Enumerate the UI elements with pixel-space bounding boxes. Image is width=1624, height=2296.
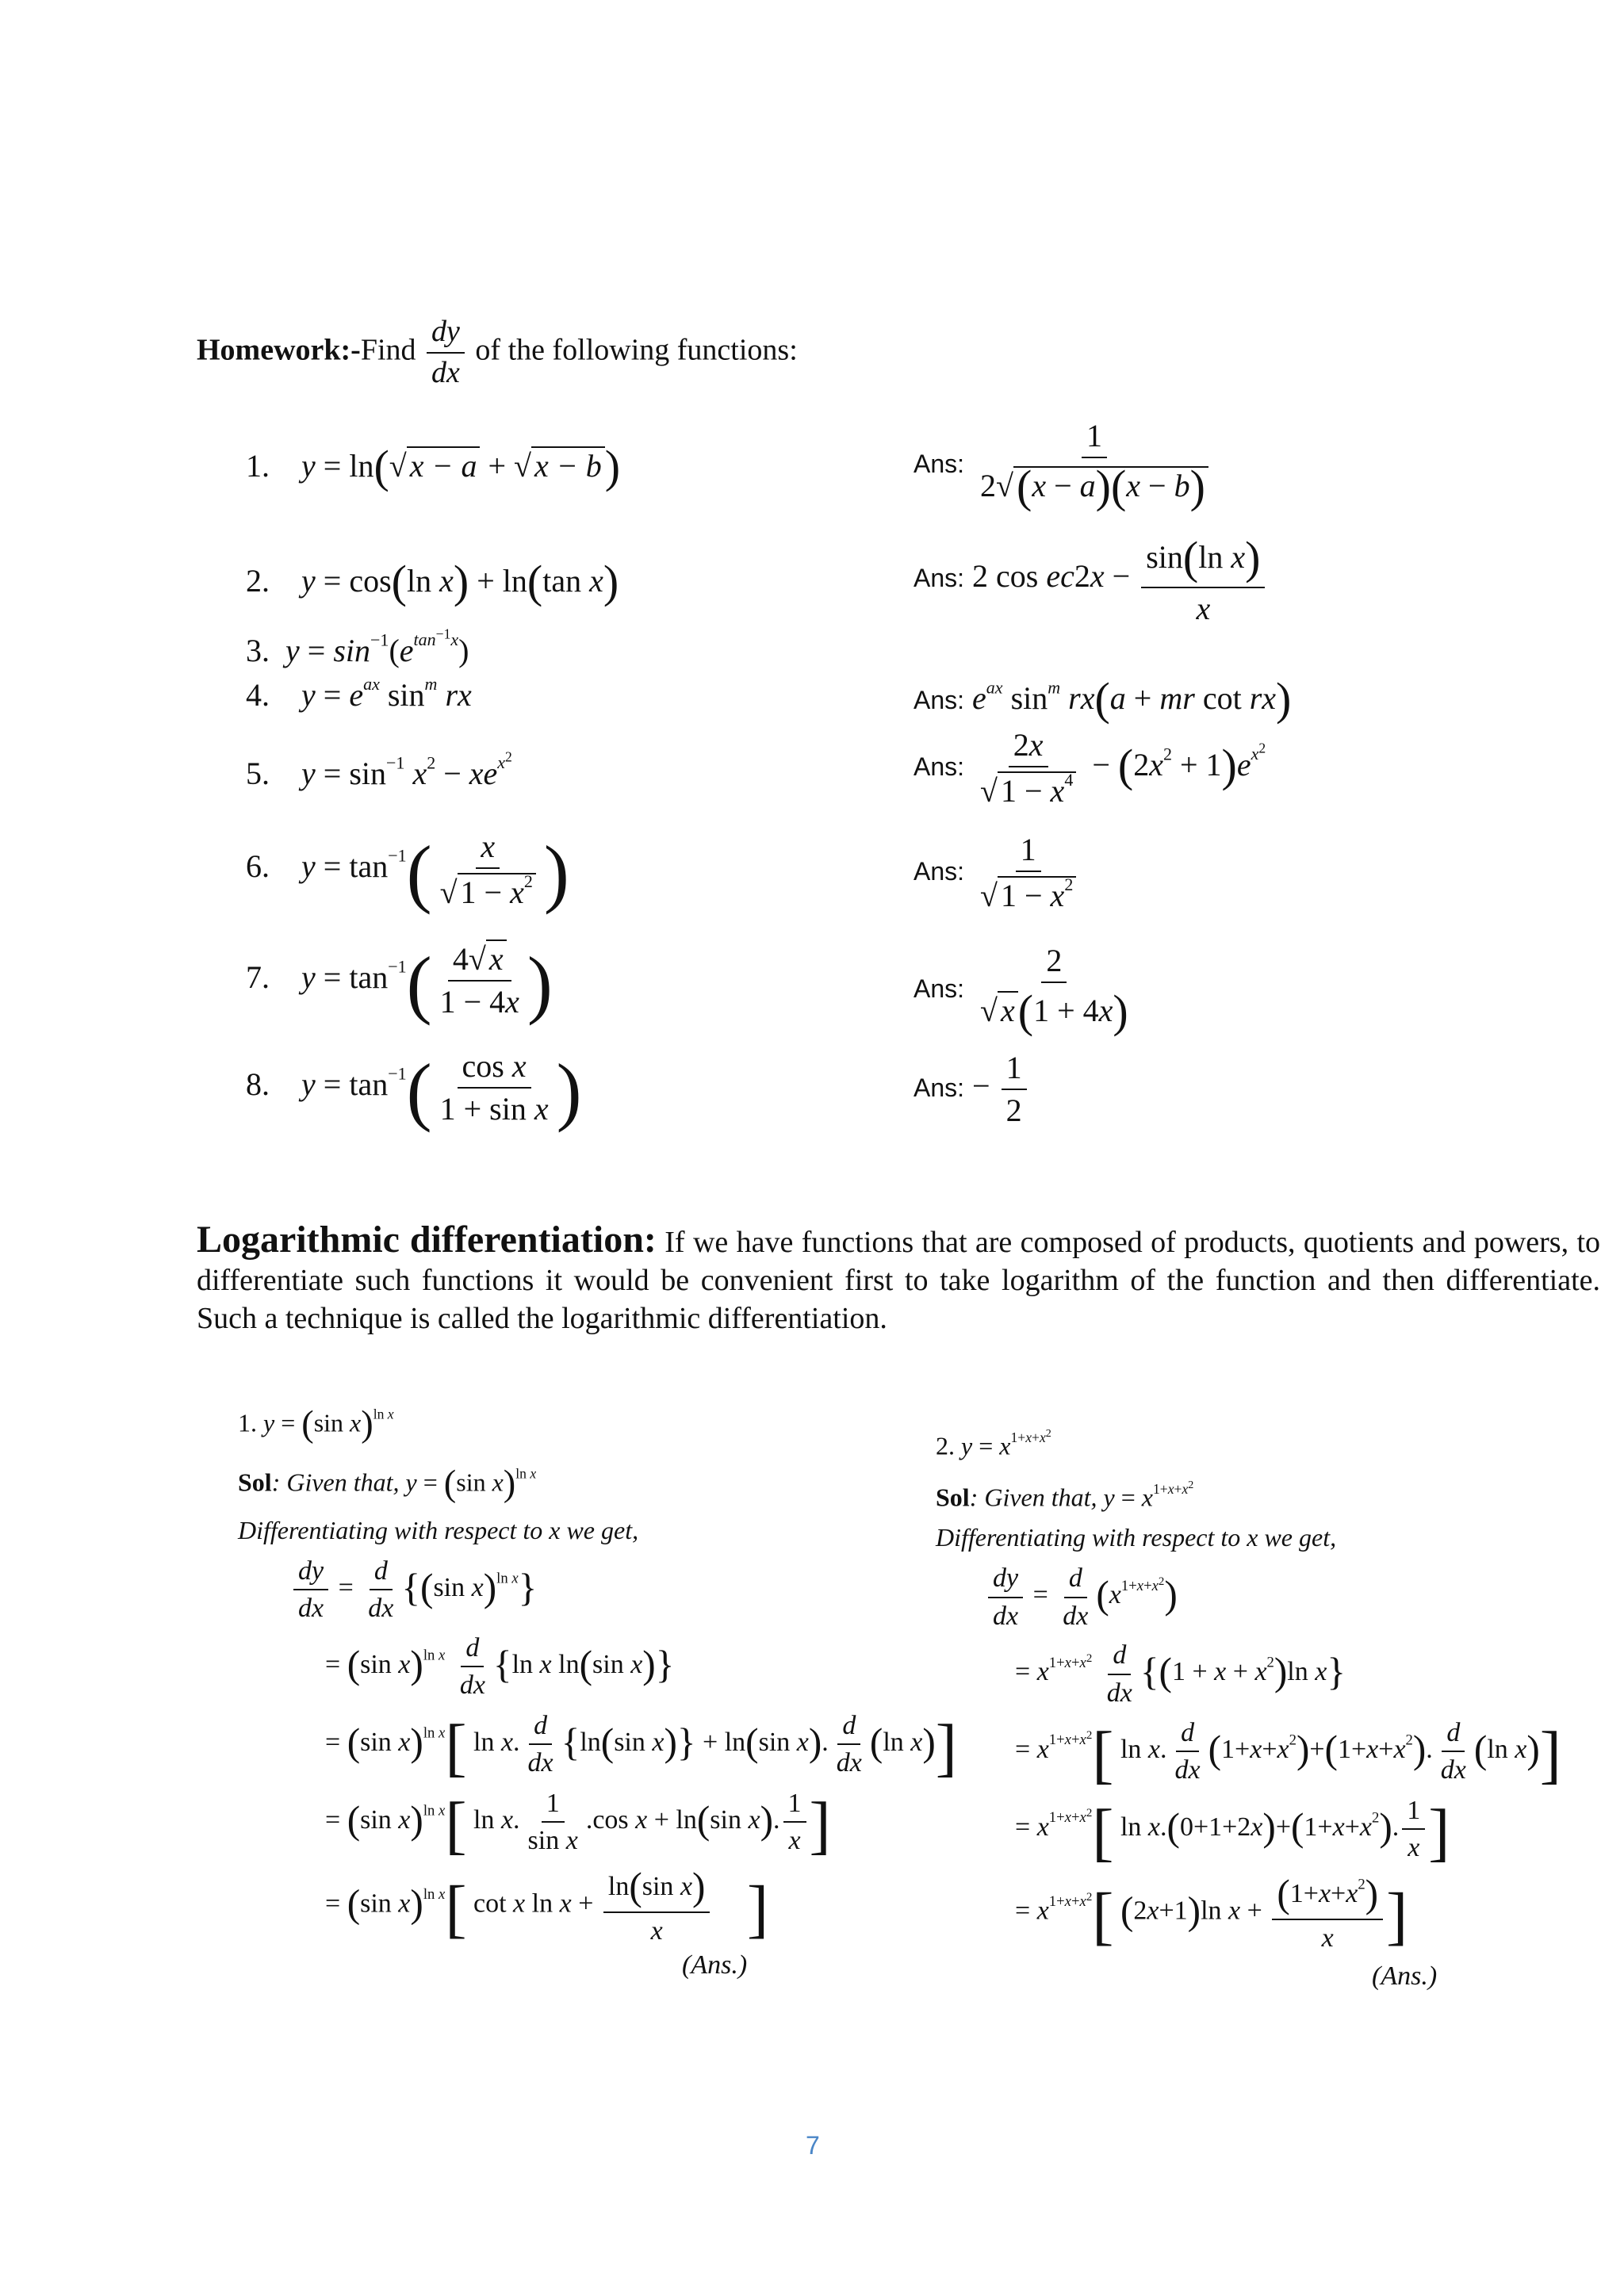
problem-3: 3. $y = \sin^{-1}(e^{tan^{-1}x})$	[246, 626, 469, 669]
example-1-diff-line: Differentiating with respect to x we get,	[238, 1516, 639, 1544]
dy-dx-fraction: $\frac{dy}{dx}$	[427, 316, 465, 390]
example-2-diff-line: Differentiating with respect to x we get,	[936, 1523, 1337, 1552]
example-1-statement: 1. y = (sin x)$^{ln x}$	[238, 1404, 394, 1445]
answer-1: Ans: $\frac{1}{2√(x - a)(x - b)}$	[914, 419, 1216, 512]
log-diff-text: If we have functions that are composed of products, quotients and powers, to differentiate such functions it would be convenient first to take logarithm of the function and then differentiate. Such a technique is called the logarithmic differentiation.	[197, 1226, 1600, 1335]
example-2-step-1: $\frac{dy}{dx}$ = $\frac{d}{dx}$ $(x^{1+x+x^2})$	[985, 1563, 1586, 1631]
example-2-step-3: = $x^{1+x+x^2}$[ ln x. $\frac{d}{dx}$ $(1+x+x^2)+(1+x+x^2)$. $\frac{d}{dx}$ (ln x)]	[1015, 1717, 1561, 1790]
example-2-step-5: = $x^{1+x+x^2}$[ (2x+1)ln x + $\frac{(1+x+x^2)}{x}$ ]	[1015, 1871, 1408, 1954]
example-1-step-5: = (sin x)$^{ln x}$[ cot x ln x + $\frac{\text{ln(sin x)}}{x}$ ]	[325, 1864, 769, 1946]
example-2-given: Sol: Given that, $y = x^{1+x+x^2}$	[936, 1478, 1194, 1512]
problem-2: 2. y = cos(ln x) + ln(tan x)	[246, 556, 619, 607]
example-1-ans: (Ans.)	[682, 1950, 748, 1980]
problem-8: 8. $y = \tan^{-1}$( $\frac{\text{cos x}}{\text{1 + sin x}}$ )	[246, 1047, 582, 1133]
homework-suffix: of the following functions:	[475, 333, 798, 367]
answer-4: Ans: $e^{ax}$ $\sin^m rx(a$ + mr cot rx)	[914, 673, 1292, 725]
problem-5: 5. $y = \sin^{-1} x^2 - xe^{x^2}$	[246, 749, 512, 792]
homework-heading	[197, 316, 798, 390]
log-diff-paragraph: Logarithmic differentiation: If we have functions that are composed of products, quotients and powers, to differentiate such functions it would be convenient first to take logarithm of the function and then differentiate. Such a technique is called the logarithmic differentiation.	[197, 1219, 1600, 1335]
example-1-step-1: $\frac{dy}{dx}$ = $\frac{d}{dx}$ {(sin x)$^{ln x}$}	[290, 1556, 936, 1624]
example-2-step-4: = $x^{1+x+x^2}$[ $\ln x.(0+1+2x)+(1+x+x^2)$. $\frac{1}{x}$ ]	[1015, 1795, 1450, 1868]
example-1	[238, 1403, 957, 1980]
homework-find: Find	[360, 333, 416, 367]
section-title: Logarithmic differentiation	[197, 1219, 644, 1261]
answer-5: Ans: $\frac{2x}{√ 1 - x^4}$ − $(2x^2 + 1)e^{x^2}$	[914, 727, 1266, 809]
example-2-statement: 2. $y = x^{1+x+x^2}$	[936, 1427, 1051, 1460]
problem-1: 1. y = ln(√ x − a + √ x − b)	[246, 441, 621, 492]
example-1-step-3: = (sin x)$^{ln x}$[ ln x. $\frac{d}{dx}$ {ln(sin x)} + ln(sin x). $\frac{d}{dx}$ (ln x)]	[325, 1710, 957, 1783]
answer-2: Ans: 2 cos ec2x − $\frac{\text{sin(ln x)}}{x}$	[914, 533, 1268, 626]
answer-6: Ans: $\frac{1}{√ 1 - x^2}$	[914, 832, 1084, 913]
homework-label: Homework:-	[197, 333, 361, 367]
problem-6: 6. $y = \tan^{-1}$( $\frac{x}{√ 1 - x^2}$ )	[246, 828, 569, 915]
example-2	[936, 1427, 1586, 1992]
problem-4: 4. $y = e^{ax}$ $\sin^m$ rx	[246, 674, 472, 713]
example-1-step-4: = (sin x)$^{ln x}$[ ln x. $\frac{1}{\text{sin x}}$ .cos x + ln(sin x). $\frac{1}{x}$ ]	[325, 1788, 831, 1861]
example-2-step-2: = $x^{1+x+x^2}$ $\frac{d}{dx}$ {$(1 + x + x^2)\ln$ x}	[1015, 1640, 1346, 1708]
answer-7: Ans: $\frac{2}{√ x(1 + 4x)}$	[914, 943, 1128, 1037]
example-2-ans: (Ans.)	[1372, 1961, 1438, 1991]
problem-7: 7. $y = \tan^{-1}$( $\frac{4√ x}{1 - 4x}$ )	[246, 940, 553, 1026]
example-1-step-2: = (sin x)$^{ln x}$ $\frac{d}{dx}$ {ln x ln(sin x)}	[325, 1632, 675, 1701]
answer-8: Ans: − $\frac{1}{2}$	[914, 1050, 1030, 1128]
page-number: 7	[806, 2131, 820, 2160]
example-1-given: Sol: Given that, y = (sin x)$^{ln x}$	[238, 1464, 537, 1504]
